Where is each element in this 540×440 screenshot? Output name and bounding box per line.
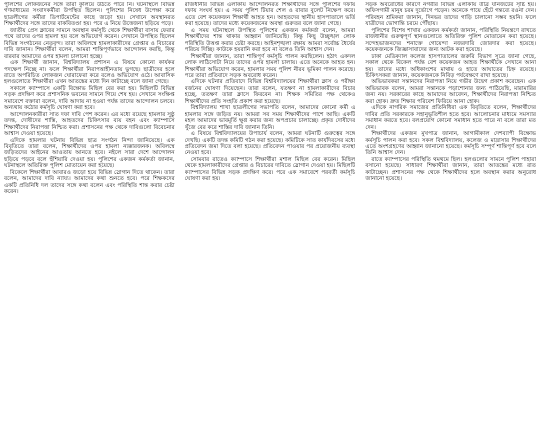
- paragraph: এদিকে নাগরিক সমাজের প্রতিনিধিরা এক বিবৃতিতে বলেন, শিক্ষার্থীদের দাবির প্রতি সরকারকে সহানুভূতিশীল হতে হবে। আলোচনার মাধ্যমে সমস্যার সমাধান করতে হবে। বলপ্রয়োগ কোনো সমাধান হতে পারে না বলে তারা মত দেন।: [365, 105, 536, 131]
- paragraph: রাজধানীর বিভিন্ন এলাকায় আন্দোলনরত শিক্ষার্থীদের সঙ্গে পুলিশের দফায় দফায় সংঘর্ষ হয়। এ সময় পুলিশ টিয়ার শেল ও রাবার বুলেট নিক্ষেপ করে। এতে বেশ কয়েকজন শিক্ষার্থী আহত হন। আহতদের স্থানীয় হাসপাতালে ভর্তি করা হয়েছে। তাদের মধ্যে কয়েকজনের অবস্থা গুরুতর বলে জানা গেছে।: [184, 2, 356, 28]
- paragraph: সড়ক অবরোধের কারণে নগরীর বিভিন্ন এলাকায় তীব্র যানজটের সৃষ্টি হয়। অফিসগামী মানুষ চরম দুর্ভোগে পড়েন। অনেকে পায়ে হেঁটে গন্তব্যে রওনা দেন। পরিবহন শ্রমিকরা জানান, দিনভর তাদের গাড়ি চালানো সম্ভব হয়নি। ফলে যাত্রীদের ভোগান্তি চরমে পৌঁছায়।: [365, 2, 536, 28]
- paragraph: শিক্ষার্থীদের একজন মুখপাত্র জানান, আগামীকাল দেশব্যাপী বিক্ষোভ কর্মসূচি পালন করা হবে। সকল বিশ্ববিদ্যালয়, কলেজ ও মাদ্রাসার শিক্ষার্থীদের এতে অংশগ্রহণের আহ্বান জানানো হয়েছে। কর্মসূচি সম্পূর্ণ শান্তিপূর্ণ হবে বলে তিনি আশ্বাস দেন।: [365, 131, 536, 157]
- article-column-1: [4, 2, 175, 440]
- paragraph: আন্দোলনকারীরা সাত দফা দাবি পেশ করেন। এর মধ্যে রয়েছে হামলার সুষ্ঠু তদন্ত, দোষীদের শাস্তি, আহতদের চিকিৎসার ব্যয় বহন এবং ক্যাম্পাসে শিক্ষার্থীদের নিরাপত্তা নিশ্চিত করা। প্রশাসনের পক্ষ থেকে দাবিগুলো বিবেচনার আশ্বাস দেওয়া হয়েছে।: [4, 111, 175, 138]
- article-column-2: [185, 2, 356, 440]
- paragraph: বিশ্ববিদ্যালয় শাখা ছাত্রলীগের সভাপতি বলেন, আমাদের কোনো কর্মী এ হামলার সঙ্গে জড়িত নয়। আমরা সব সময় শিক্ষার্থীদের পাশে আছি। একটি মহল আমাদের ভাবমূর্তি ক্ষুণ্ণ করার জন্য অপপ্রচার চালাচ্ছে। প্রকৃত দোষীদের খুঁজে বের করে শাস্তির দাবি জানান তিনি।: [184, 105, 356, 131]
- paragraph: এ সময় ঘটনাস্থলে উপস্থিত পুলিশের একজন কর্মকর্তা বলেন, আমরা শিক্ষার্থীদের শান্ত থাকার আহ্বান জানিয়েছি। কিন্তু কিছু উচ্ছৃঙ্খল লোক পরিস্থিতি উত্তপ্ত করার চেষ্টা করছে। আইনশৃঙ্খলা রক্ষায় আমরা সর্বোচ্চ ধৈর্যের পরিচয় দিচ্ছি। কাউকে হয়রানি করা হবে না বলেও তিনি আশ্বাস দেন।: [184, 27, 356, 54]
- article-column-3: [365, 2, 536, 440]
- paragraph: সোমবার রাতেও ক্যাম্পাসে শিক্ষার্থীরা মশাল মিছিল বের করেন। মিছিল থেকে হামলাকারীদের গ্রেপ্তার ও বিচারের দাবিতে স্লোগান দেওয়া হয়। মিছিলটি ক্যাম্পাসের বিভিন্ন সড়ক প্রদক্ষিণ করে। পরে এক সমাবেশে পরবর্তী কর্মসূচি ঘোষণা করা হয়।: [184, 156, 356, 183]
- paragraph: অভিভাবকরা সন্তানদের নিরাপত্তা নিয়ে গভীর উদ্বেগ প্রকাশ করেছেন। এক অভিভাবক বলেন, আমরা সন্তানকে পড়াশোনার জন্য পাঠিয়েছি, মারামারির জন্য নয়। সরকারের কাছে আমাদের আবেদন, শিক্ষার্থীদের নিরাপত্তা নিশ্চিত করা হোক। দ্রুত শিক্ষার পরিবেশ ফিরিয়ে আনা হোক।: [365, 79, 536, 105]
- paragraph: এদিকে হামলার ঘটনায় বিভিন্ন ছাত্র সংগঠন নিন্দা জানিয়েছে। এক বিবৃতিতে তারা বলেন, শিক্ষার্থীদের ওপর হামলা ন্যক্কারজনক। অবিলম্বে জড়িতদের আইনের আওতায় আনতে হবে। নইলে সারা দেশে আন্দোলন ছড়িয়ে পড়বে বলে হুঁশিয়ারি দেওয়া হয়। পুলিশের একজন কর্মকর্তা জানান, ঘটনাস্থলে অতিরিক্ত পুলিশ মোতায়েন করা হয়েছে।: [4, 137, 175, 170]
- paragraph: এদিকে ঘটনার প্রতিবাদে বিভিন্ন বিশ্ববিদ্যালয়ের শিক্ষার্থীরা ক্লাস ও পরীক্ষা বর্জনের ঘোষণা দিয়েছেন। তারা বলেন, যতক্ষণ না হামলাকারীদের বিচার হচ্ছে, ততক্ষণ তারা ক্লাসে ফিরবেন না। শিক্ষক সমিতির পক্ষ থেকেও শিক্ষার্থীদের প্রতি সংহতি প্রকাশ করা হয়েছে।: [184, 79, 356, 105]
- paragraph: জাতীয় প্রেস ক্লাবের সামনে অবস্থান কর্মসূচি থেকে শিক্ষার্থীরা বাসায় ফেরার পথে তাদের ওপর হামলা হয় বলে অভিযোগ করেন। সেখানে উপস্থিত ছিলেন বিভিন্ন সংগঠনের নেতৃবৃন্দ। তারা অবিলম্বে হামলাকারীদের গ্রেপ্তার ও বিচারের দাবি জানান। শিক্ষার্থীরা বলেন, আমরা শান্তিপূর্ণভাবে আন্দোলন করছি, কিন্তু বারবার আমাদের ওপর হামলা চালানো হচ্ছে।: [4, 27, 175, 60]
- paragraph: বিকেলে শিক্ষার্থীরা আবারও জড়ো হয়ে বিভিন্ন স্লোগান দিতে থাকেন। তারা বলেন, আমাদের দাবি ন্যায্য। আমাদের কথা শুনতে হবে। পরে শিক্ষকদের একটি প্রতিনিধি দল তাদের সঙ্গে কথা বলেন এবং পরিস্থিতি শান্ত করার চেষ্টা করেন।: [4, 169, 175, 196]
- paragraph: শিক্ষার্থীরা জানান, তারা শান্তিপূর্ণ কর্মসূচি পালন করছিলেন। হঠাৎ একদল লোক লাঠিসোটা নিয়ে তাদের ওপর হামলা চালায়। এতে অনেকে আহত হন। শিক্ষার্থীরা অভিযোগ করেন, হামলার সময় পুলিশ নীরব ভূমিকা পালন করেছে। পরে তারা প্রতিবাদে সড়ক অবরোধ করেন।: [184, 53, 356, 79]
- paragraph: এক শিক্ষার্থী জানান, বিশ্ববিদ্যালয় প্রশাসন এ বিষয়ে কোনো কার্যকর পদক্ষেপ নিচ্ছে না। ফলে শিক্ষার্থীরা নিরাপত্তাহীনতায় ভুগছে। ছাত্রীদের হলে রাতে অপরিচিত লোকজন ঘোরাফেরা করে বলেও অভিযোগ ওঠে। আবাসিক হলগুলোতে শিক্ষার্থীরা এখন আতঙ্কের মধ্যে দিন কাটাচ্ছে বলে জানা গেছে।: [4, 60, 175, 86]
- paragraph: পুলিশের বিশেষ শাখার একজন কর্মকর্তা জানান, পরিস্থিতি নিয়ন্ত্রণে রাখতে রাজধানীর গুরুত্বপূর্ণ স্থানগুলোতে অতিরিক্ত পুলিশ মোতায়েন করা হয়েছে। সন্দেহভাজনদের শনাক্তে গোয়েন্দা নজরদারি জোরদার করা হয়েছে। কয়েকজনকে জিজ্ঞাসাবাদের জন্য আটক করা হয়েছে।: [365, 27, 536, 54]
- paragraph: রাতে ক্যাম্পাসের পরিস্থিতি থমথমে ছিল। হলগুলোর সামনে পুলিশ পাহারা বসানো হয়েছে। সাধারণ শিক্ষার্থীরা জানান, তারা আতঙ্কের মধ্যে রাত কাটাচ্ছেন। প্রশাসনের পক্ষ থেকে শিক্ষার্থীদের হলে অবস্থান করার অনুরোধ জানানো হয়েছে।: [365, 156, 536, 183]
- paragraph: পুলিশের লোকজনের সঙ্গে তারা কুলিয়ে উঠতে পারে নি। ঘটনাস্থলে বিভিন্ন গণমাধ্যমের সংবাদকর্মীরা উপস্থিত ছিলেন। পুলিশের নিষেধ উপেক্ষা করে ছাত্রলীগের কর্মীরা ডিপার্টমেন্টের কাছে জড়ো হয়। সেখানে অবস্থানরত শিক্ষার্থীদের সঙ্গে তাদের বাকবিতণ্ডা হয়। পরে এ নিয়ে উত্তেজনা ছড়িয়ে পড়ে।: [4, 2, 175, 28]
- paragraph: এ বিষয়ে বিশ্ববিদ্যালয়ের উপাচার্য বলেন, আমরা ঘটনাটি গুরুত্বের সঙ্গে দেখছি। একটি তদন্ত কমিটি গঠন করা হয়েছে। কমিটিকে সাত কার্যদিবসের মধ্যে প্রতিবেদন জমা দিতে বলা হয়েছে। প্রতিবেদন পাওয়ার পর প্রয়োজনীয় ব্যবস্থা নেওয়া হবে।: [184, 131, 356, 157]
- paragraph: ঢাকা মেডিক্যাল কলেজ হাসপাতালের জরুরি বিভাগ সূত্রে জানা গেছে, সকাল থেকে বিকেল পর্যন্ত বেশ কয়েকজন আহত শিক্ষার্থীকে সেখানে আনা হয়। তাদের মধ্যে অধিকাংশের মাথায় ও হাতে আঘাতের চিহ্ন রয়েছে। চিকিৎসকরা জানান, কয়েকজনকে নিবিড় পর্যবেক্ষণে রাখা হয়েছে।: [365, 53, 536, 79]
- paragraph: সকালে ক্যাম্পাসে একটি বিক্ষোভ মিছিল বের করা হয়। মিছিলটি বিভিন্ন সড়ক প্রদক্ষিণ করে প্রশাসনিক ভবনের সামনে গিয়ে শেষ হয়। সেখানে সংক্ষিপ্ত সমাবেশে বক্তারা বলেন, দাবি আদায় না হওয়া পর্যন্ত তাদের আন্দোলন চলবে। অন্যথায় কঠোর কর্মসূচি ঘোষণা করা হবে।: [4, 85, 175, 112]
